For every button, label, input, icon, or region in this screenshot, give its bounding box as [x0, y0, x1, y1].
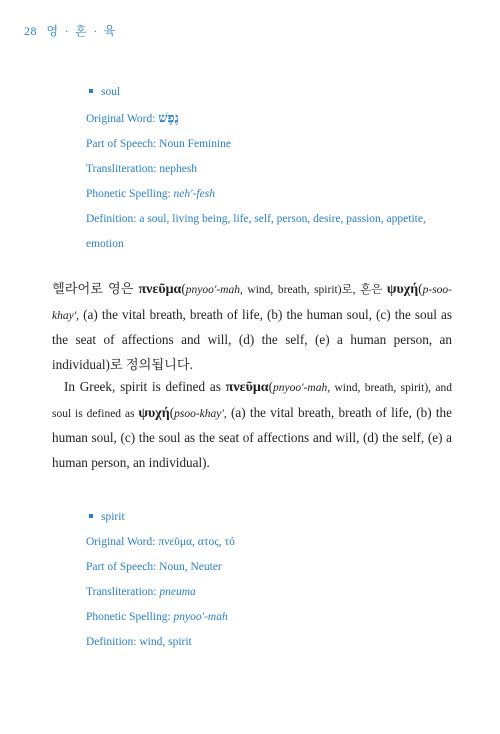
part-of-speech-value: Noun Feminine: [159, 138, 232, 150]
text-run: wind, breath, spirit), and soul is defined as: [52, 382, 452, 420]
definition-label: Definition:: [86, 636, 140, 648]
entry-heading-row: [86, 80, 426, 105]
definition-row: [86, 207, 426, 257]
original-word-value: נֶפֶשׁ: [158, 110, 179, 125]
header-separator: ·: [93, 24, 98, 38]
original-word-label: Original Word:: [86, 113, 159, 125]
phonetic-spelling-value: pnyoo'-mah: [173, 611, 228, 623]
greek-word: πνεῦμα: [138, 282, 182, 297]
pronunciation: pnyoo'-mah,: [273, 382, 331, 394]
greek-word: πνεῦμα: [225, 380, 269, 395]
part-of-speech-value: Noun, Neuter: [159, 561, 222, 573]
transliteration-label: Transliteration:: [86, 586, 160, 598]
header-title-part-2: 혼: [75, 24, 88, 38]
definition-label: Definition:: [86, 213, 140, 225]
entry-heading: soul: [101, 86, 121, 98]
lexicon-entry-spirit: [86, 505, 235, 655]
square-bullet-icon: [89, 514, 93, 518]
entry-heading-row: [86, 505, 235, 530]
pronunciation: pnyoo'-mah,: [185, 284, 243, 296]
text-run: 헬라어로 영은: [52, 281, 139, 296]
text-run: (: [169, 404, 175, 420]
part-of-speech-row: [86, 555, 235, 580]
original-word-value: πνεῦμα, ατος, τό: [158, 536, 235, 548]
phonetic-spelling-value: neh'-fesh: [173, 188, 215, 200]
pronunciation: p-soo-khay',: [52, 284, 453, 322]
transliteration-value: nephesh: [159, 163, 198, 175]
phonetic-spelling-row: [86, 605, 235, 630]
transliteration-label: Transliteration:: [86, 163, 160, 175]
part-of-speech-label: Part of Speech:: [86, 138, 160, 150]
text-run: (: [268, 379, 274, 394]
text-run: wind, breath, spirit)로, 혼은: [242, 284, 387, 296]
paragraph-english: [52, 375, 452, 475]
transliteration-row: [86, 157, 426, 182]
transliteration-value: pneuma: [159, 586, 196, 598]
text-run: (: [181, 281, 186, 296]
lexicon-entry-soul: [86, 80, 426, 257]
greek-word: ψυχή: [386, 282, 419, 297]
header-separator: ·: [64, 24, 70, 38]
definition-row: [86, 630, 235, 655]
definition-value: a soul, living being, life, self, person, desire, passion, appetite, emotion: [86, 213, 426, 250]
original-word-row: [86, 105, 426, 132]
header-title-part-1: 영: [46, 24, 59, 38]
phonetic-spelling-label: Phonetic Spelling:: [86, 188, 174, 200]
phonetic-spelling-label: Phonetic Spelling:: [86, 611, 174, 623]
paragraph-korean: [52, 277, 452, 377]
entry-heading: spirit: [101, 511, 125, 523]
greek-word: ψυχή: [138, 405, 170, 421]
definition-value: wind, spirit: [139, 636, 192, 648]
phonetic-spelling-row: [86, 182, 426, 207]
text-run: (a) the vital breath, breath of life, (b) the human soul, (c) the soul as the seat of affections and will, (d) the self, (e) a human person, an individual).: [52, 404, 452, 470]
running-header: [24, 22, 116, 39]
page-number: 28: [24, 24, 37, 38]
part-of-speech-row: [86, 132, 426, 157]
text-run: (: [418, 281, 423, 296]
text-run: (a) the vital breath, breath of life, (b) the human soul, (c) the soul as the seat of affections and will, (d) the self, (e) a human person, an individual)로 정의됩니다.: [52, 306, 452, 372]
header-title-part-3: 육: [103, 24, 116, 38]
original-word-row: [86, 530, 235, 555]
square-bullet-icon: [89, 89, 93, 93]
part-of-speech-label: Part of Speech:: [86, 561, 160, 573]
original-word-label: Original Word:: [86, 536, 159, 548]
pronunciation: psoo-khay',: [174, 407, 227, 420]
text-run: In Greek, spirit is defined as: [64, 379, 226, 394]
transliteration-row: [86, 580, 235, 605]
